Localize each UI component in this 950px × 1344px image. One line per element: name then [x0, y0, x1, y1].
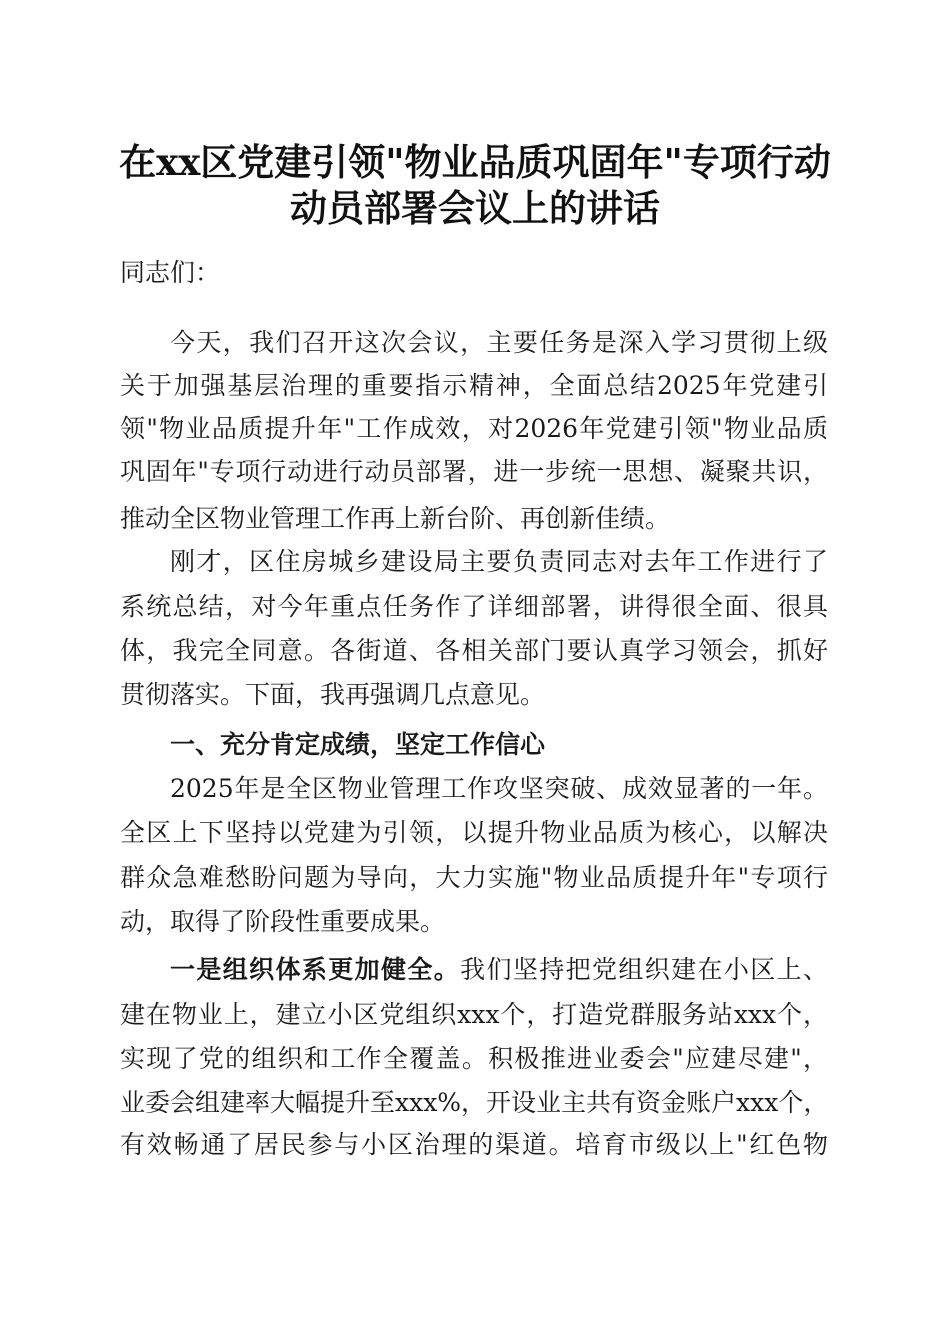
body-line — [170, 953, 828, 987]
body-line: 业委会组建率大幅提升至xxx%，开设业主共有资金账户xxx个， — [120, 1088, 829, 1117]
salutation: 同志们： — [120, 258, 221, 287]
body-line: 群众急难愁盼问题为导向，大力实施"物业品质提升年"专项行 — [120, 863, 828, 892]
section-heading: 一、充分肯定成绩，坚定工作信心 — [170, 730, 546, 759]
body-line: 今天，我们召开这次会议，主要任务是深入学习贯彻上级 — [170, 328, 828, 357]
body-line: 建在物业上，建立小区党组织xxx个，打造党群服务站xxx个， — [120, 1000, 828, 1029]
paragraph-lead-bold: 一是组织体系更加健全。 — [170, 955, 461, 984]
body-line: 关于加强基层治理的重要指示精神，全面总结2025年党建引 — [120, 371, 828, 400]
paragraph-lead-rest: 我们坚持把党组织建在小区上、 — [460, 955, 828, 984]
body-line: 推动全区物业管理工作再上新台阶、再创新佳绩。 — [120, 504, 671, 533]
document-title-line-1: 在xx区党建引领"物业品质巩固年"专项行动 — [119, 140, 831, 184]
body-line: 贯彻落实。下面，我再强调几点意见。 — [120, 680, 546, 709]
body-line: 动，取得了阶段性重要成果。 — [120, 907, 446, 936]
body-line: 系统总结，对今年重点任务作了详细部署，讲得很全面、很具 — [120, 592, 828, 621]
body-line: 实现了党的组织和工作全覆盖。积极推进业委会"应建尽建"， — [120, 1044, 828, 1073]
body-line: 全区上下坚持以党建为引领，以提升物业品质为核心，以解决 — [120, 818, 828, 847]
body-line: 巩固年"专项行动进行动员部署，进一步统一思想、凝聚共识， — [120, 457, 828, 486]
body-line: 领"物业品质提升年"工作成效，对2026年党建引领"物业品质 — [120, 414, 828, 443]
body-line: 刚才，区住房城乡建设局主要负责同志对去年工作进行了 — [170, 547, 828, 576]
body-line: 2025年是全区物业管理工作攻坚突破、成效显著的一年。 — [170, 774, 828, 803]
body-line: 体，我完全同意。各街道、各相关部门要认真学习领会，抓好 — [120, 636, 828, 665]
body-line: 有效畅通了居民参与小区治理的渠道。培育市级以上"红色物 — [120, 1130, 828, 1159]
document-title-line-2: 动员部署会议上的讲话 — [290, 186, 660, 230]
